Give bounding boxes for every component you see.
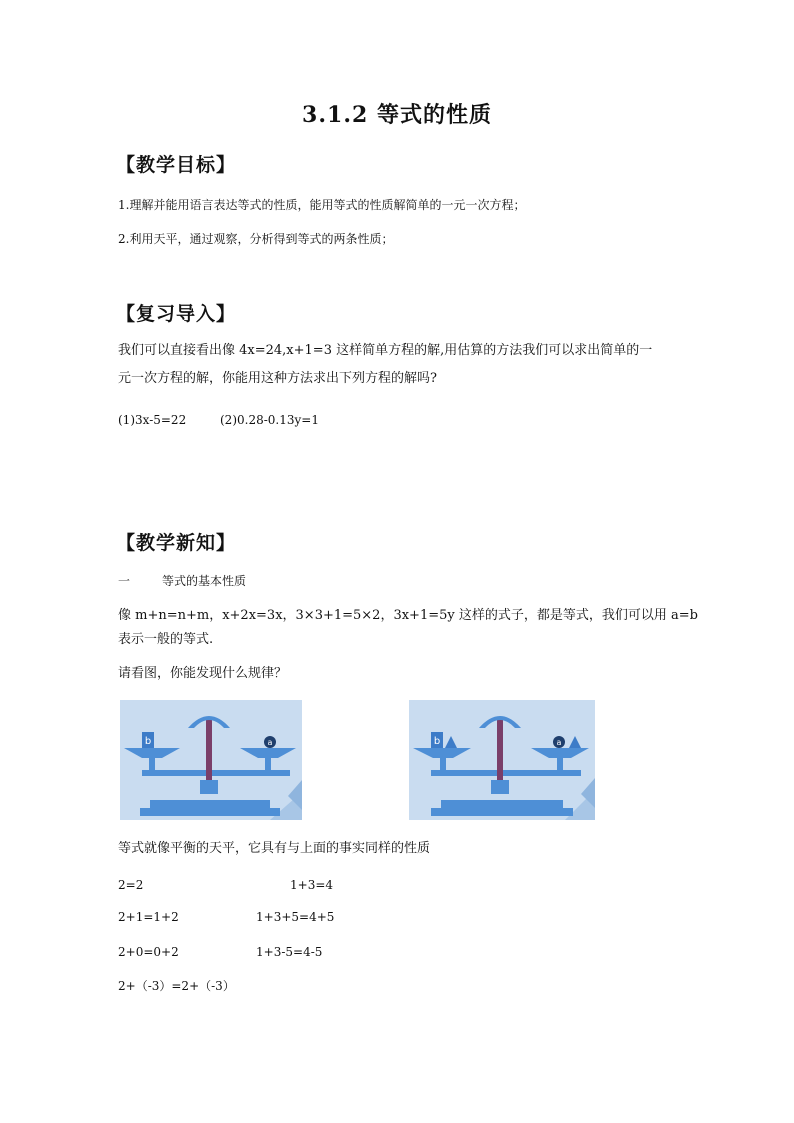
example-left-2: 2+1=1+2 — [118, 910, 179, 924]
observe-prompt: 请看图，你能发现什么规律？ — [118, 666, 288, 681]
subsection-number: 一 — [118, 574, 131, 588]
section-heading-objectives: 【教学目标】 — [116, 154, 237, 176]
example-right-3: 1+3-5=4-5 — [256, 945, 323, 959]
equality-intro-line-2: 表示一般的等式. — [118, 632, 214, 647]
fig1-label-b: b — [144, 736, 152, 747]
balance-analogy-text: 等式就像平衡的天平，它具有与上面的事实同样的性质 — [118, 841, 431, 856]
example-right-2: 1+3+5=4+5 — [256, 910, 335, 924]
example-left-1: 2=2 — [118, 878, 144, 892]
example-left-4: 2+（-3）=2+（-3） — [118, 979, 235, 993]
review-line-2: 元一次方程的解，你能用这种方法求出下列方程的解吗? — [118, 371, 437, 386]
review-equation-2: (2)0.28-0.13y=1 — [220, 413, 319, 427]
balance-figure-2 — [409, 700, 595, 820]
page-title: 3.1.2 等式的性质 — [302, 102, 492, 128]
review-line-1: 我们可以直接看出像 4x=24,x+1=3 这样简单方程的解,用估算的方法我们可以求出简单的一 — [118, 343, 653, 358]
fig2-label-b: b — [433, 736, 441, 747]
section-heading-new-knowledge: 【教学新知】 — [116, 532, 237, 554]
objective-item-2: 2.利用天平，通过观察，分析得到等式的两条性质； — [118, 232, 394, 246]
fig2-label-a: a — [556, 738, 562, 747]
review-equation-1: (1)3x-5=22 — [118, 413, 187, 427]
section-heading-review: 【复习导入】 — [116, 303, 237, 325]
balance-figure-1 — [120, 700, 302, 820]
balance-scale-icon — [409, 700, 595, 820]
example-right-1: 1+3=4 — [290, 878, 334, 892]
equality-intro-line-1: 像 m+n=n+m，x+2x=3x，3×3+1=5×2，3x+1=5y 这样的式子，都是等式，我们可以用 a=b — [118, 608, 698, 623]
fig1-label-a: a — [267, 738, 273, 747]
balance-scale-icon — [120, 700, 302, 820]
objective-item-1: 1.理解并能用语言表达等式的性质，能用等式的性质解简单的一元一次方程； — [118, 198, 526, 212]
example-left-3: 2+0=0+2 — [118, 945, 179, 959]
subsection-title: 等式的基本性质 — [162, 574, 247, 588]
